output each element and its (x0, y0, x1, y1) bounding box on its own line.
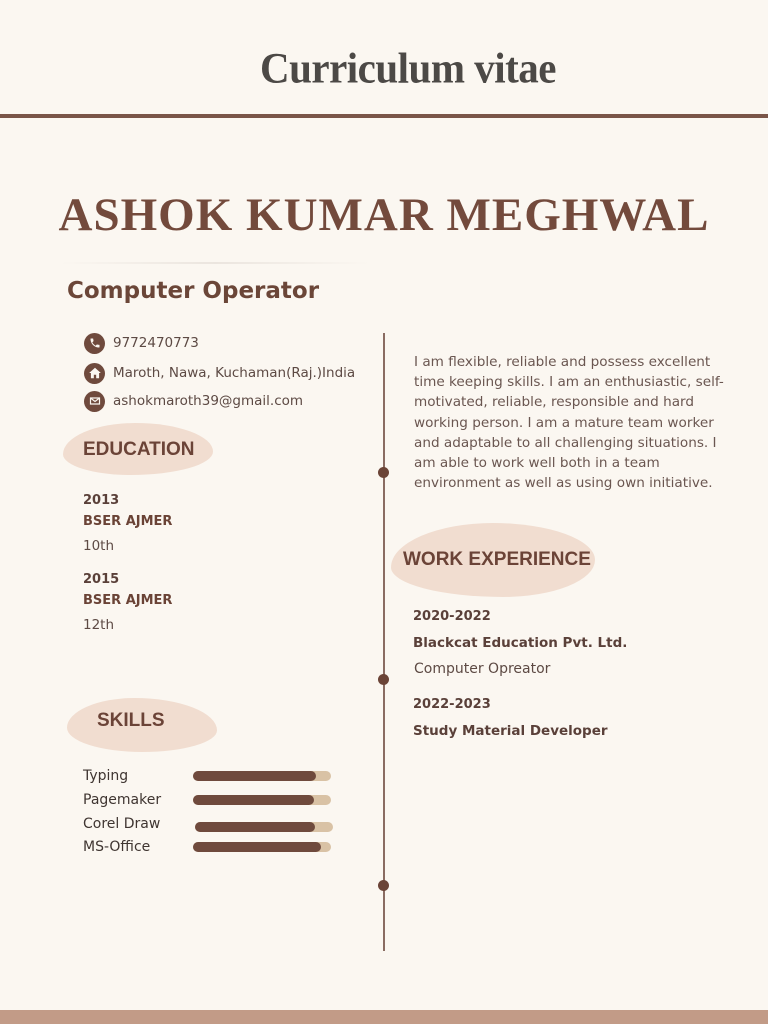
skill-label: Corel Draw (83, 816, 161, 832)
candidate-name: ASHOK KUMAR MEGHWAL (58, 189, 710, 241)
work-years: 2020-2022 (413, 609, 491, 624)
skill-bar-track (193, 771, 331, 781)
education-grade: 12th (83, 617, 115, 633)
address-text: Maroth, Nawa, Kuchaman(Raj.)India (113, 365, 356, 381)
contact-email (84, 390, 303, 412)
email-text: ashokmaroth39@gmail.com (113, 393, 304, 409)
mail-icon (84, 391, 105, 412)
contact-address (84, 362, 355, 384)
footer-band (0, 1010, 768, 1024)
work-organization: Blackcat Education Pvt. Ltd. (413, 635, 628, 651)
work-years: 2022-2023 (413, 697, 491, 712)
document-title: Curriculum vitae (259, 43, 557, 93)
contact-phone (84, 332, 199, 354)
education-year: 2015 (83, 572, 120, 587)
timeline-dot (378, 467, 389, 478)
skill-bar-fill (193, 795, 314, 805)
skill-label: Pagemaker (83, 792, 162, 808)
work-organization: Study Material Developer (413, 723, 608, 739)
skill-label: Typing (83, 768, 129, 784)
skill-bar-track (195, 822, 333, 832)
timeline-line (383, 333, 385, 951)
education-year: 2013 (83, 493, 120, 508)
phone-number: 9772470773 (113, 335, 199, 351)
profile-summary: I am flexible, reliable and possess excellent time keeping skills. I am an enthusiastic, self-motivated, reliable, responsible and hard working person. I am a mature team worker and adaptable to all challenging situations. I am able to work well both in a team environment as well as using own initiative. (414, 354, 724, 492)
name-divider (60, 262, 370, 264)
skill-bar-fill (195, 822, 315, 832)
skill-bar-track (193, 795, 331, 805)
work-role: Computer Opreator (414, 661, 551, 677)
skills-heading: SKILLS (97, 710, 165, 731)
education-board: BSER AJMER (83, 593, 173, 608)
education-heading: EDUCATION (83, 439, 195, 460)
job-title: Computer Operator (67, 278, 320, 304)
education-grade: 10th (83, 538, 115, 554)
skill-bar-fill (193, 842, 321, 852)
skill-bar-track (193, 842, 331, 852)
header-divider (0, 114, 768, 118)
work-heading: WORK EXPERIENCE (403, 549, 591, 570)
timeline-dot (378, 674, 389, 685)
phone-icon (84, 333, 105, 354)
skill-bar-fill (193, 771, 316, 781)
home-icon (84, 363, 105, 384)
timeline-dot (378, 880, 389, 891)
skill-label: MS-Office (83, 839, 151, 855)
education-board: BSER AJMER (83, 514, 173, 529)
